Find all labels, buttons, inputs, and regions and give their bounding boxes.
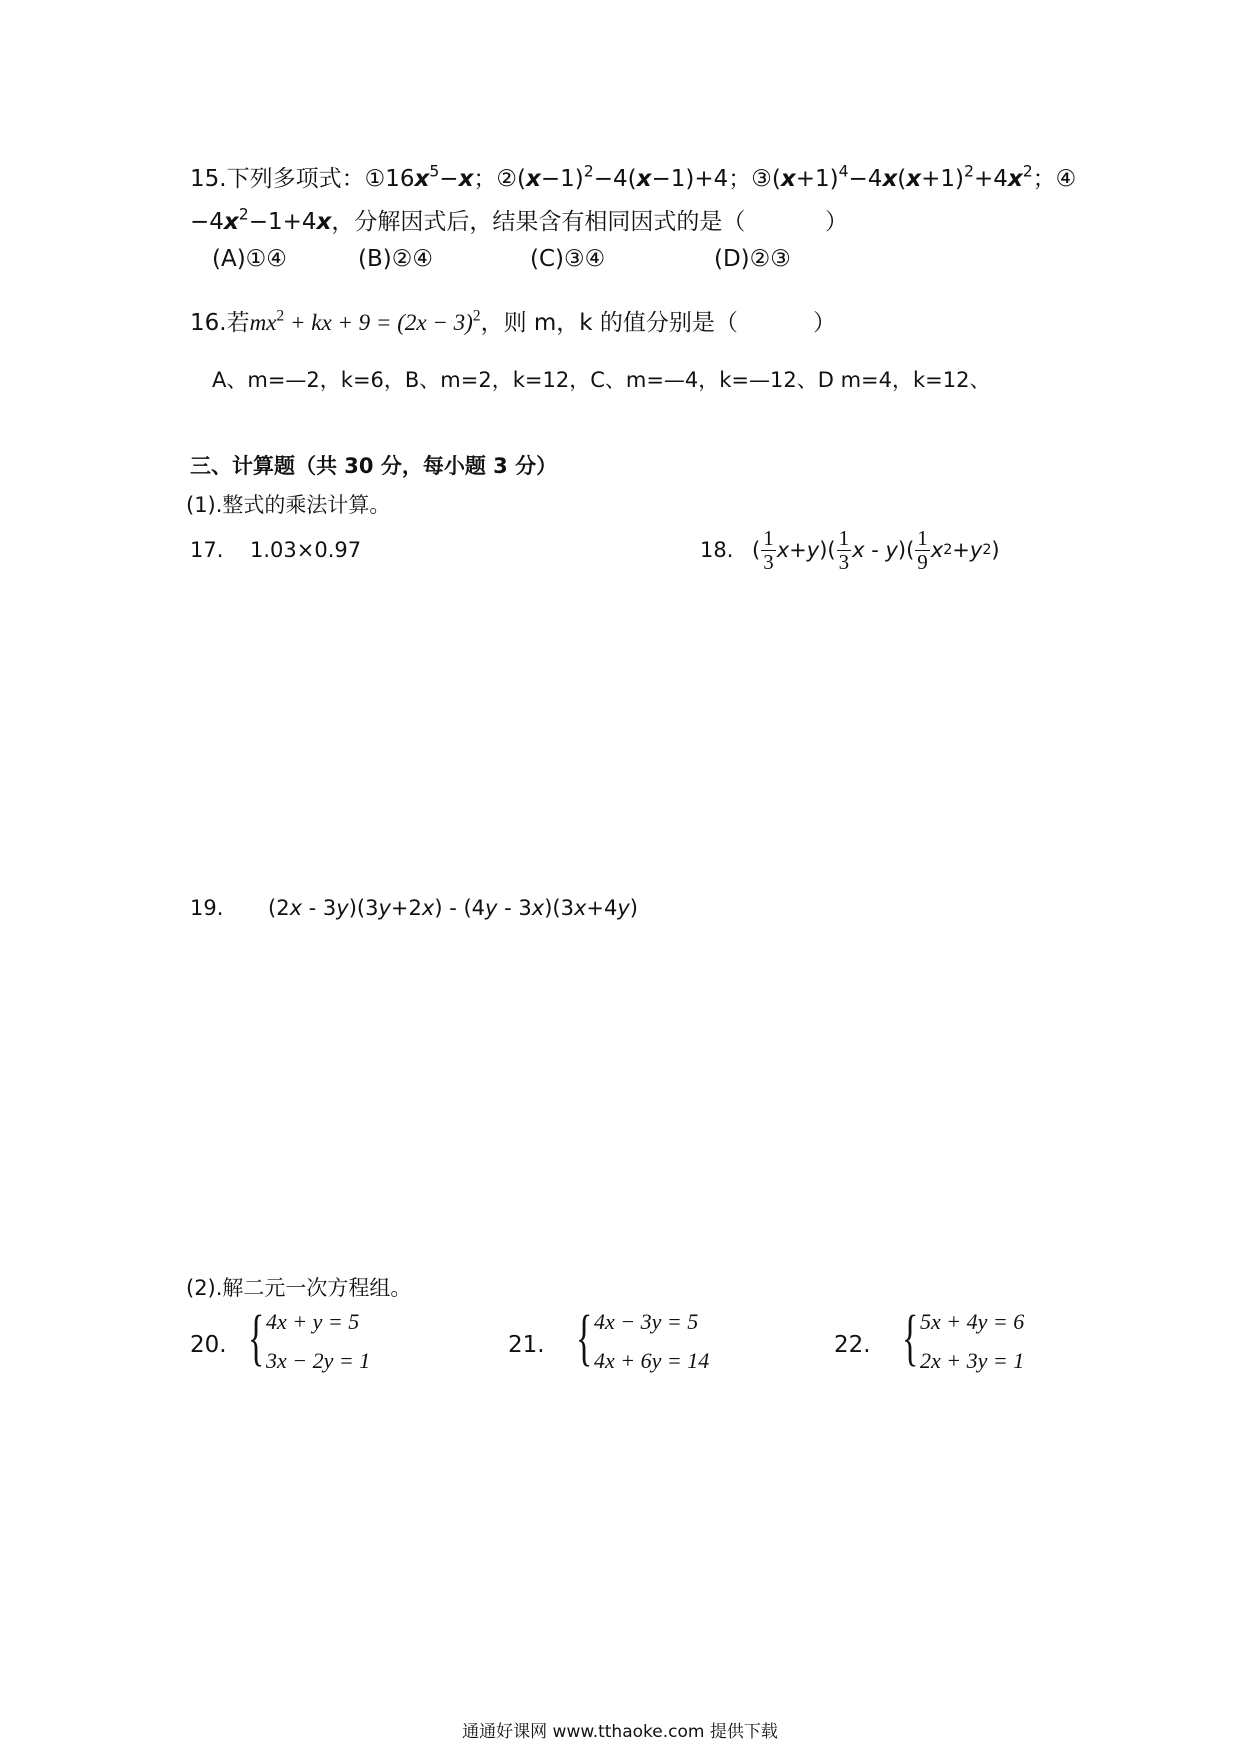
q18-frac1-num: 1 xyxy=(763,526,774,551)
q18-frac2-den: 3 xyxy=(838,549,850,574)
q15-number: 15. xyxy=(190,166,227,192)
q15-p3-exp: 4 xyxy=(838,161,849,181)
q16-eq-exp1: 2 xyxy=(276,307,285,325)
q18-frac3 xyxy=(915,527,930,572)
q18-t1d: )( xyxy=(819,538,836,562)
q16-paren-close: ） xyxy=(813,310,836,336)
q15-line2 xyxy=(190,203,745,236)
q17-expr: 1.03×0.97 xyxy=(250,538,362,562)
section3-part1: (1).整式的乘法计算。 xyxy=(186,493,391,517)
q16-stem-prefix: 若 xyxy=(226,310,250,336)
q15-p3-var3: x xyxy=(906,166,922,192)
q19-a1: (2 xyxy=(268,896,290,920)
q19-a14: x xyxy=(573,896,587,920)
q16-options: A、m=—2，k=6，B、m=2，k=12，C、m=—4，k=—12、D m=4，k=12、 xyxy=(212,368,991,392)
q15-p3-mark: ③ xyxy=(751,166,772,192)
q15-p3-exp2: 2 xyxy=(964,161,974,181)
q15-p3-exp3: 2 xyxy=(1022,161,1033,181)
q15-p2-exp: 2 xyxy=(583,161,594,181)
q17-number: 17. xyxy=(190,538,224,562)
q15-p3-var2: x xyxy=(882,166,898,192)
q19-number: 19. xyxy=(190,896,224,920)
q15-p3-var: x xyxy=(780,166,796,192)
q15-p1-var2: x xyxy=(458,166,474,192)
q19-a13: )(3 xyxy=(544,896,574,920)
q15-sep3: ； xyxy=(1032,166,1056,192)
q19-a2: x xyxy=(289,896,302,920)
q15-stem-end: ，分解因式后，结果含有相同因式的是（ xyxy=(331,209,746,235)
q15-p2-var: x xyxy=(526,166,541,192)
q15-line1 xyxy=(190,160,1076,193)
q19-expr xyxy=(268,896,638,920)
q22-brace-icon: { xyxy=(902,1304,919,1372)
q15-p1-mark: ① xyxy=(364,166,386,192)
q15-p3-mid2: −4 xyxy=(848,166,883,192)
q15-p4-mid: −1+4 xyxy=(248,209,317,235)
q19-a9: ) - (4 xyxy=(434,896,486,920)
q19-a4: y xyxy=(336,896,349,920)
q16-stem-suffix: ，则 m，k 的值分别是（ xyxy=(480,310,738,336)
q18-t2d: )( xyxy=(897,538,915,562)
q18-t3b: + xyxy=(952,538,970,562)
q21-eq1: 4x − 3y = 5 xyxy=(594,1309,699,1334)
q15-p1-exp: 5 xyxy=(429,161,440,181)
q18-frac1 xyxy=(761,527,776,572)
q20-number: 20. xyxy=(190,1332,227,1358)
q18-t3: x xyxy=(930,538,944,562)
q18-t2: x xyxy=(852,538,865,562)
q15-p2-mid2: −4( xyxy=(593,166,637,192)
q22-number: 22. xyxy=(834,1332,871,1358)
q18-frac1-den: 3 xyxy=(763,549,774,574)
q15-option-b: (B)②④ xyxy=(358,246,433,272)
q19-a15: +4 xyxy=(586,896,618,920)
q19-a3: - 3 xyxy=(302,896,337,920)
q16-number: 16. xyxy=(190,310,227,336)
q15-p2-end: −1)+4 xyxy=(651,166,729,192)
q18-expr: ( $\frac{1}{3}$ x + y )( $\frac{1}{3}$ x - y )( $\frac{1}{9}$ x 2 + y 2 ) xyxy=(752,526,1000,574)
q18-t1b: + xyxy=(789,538,807,562)
q15-p2-mark: ② xyxy=(496,166,518,192)
q19-a11: - 3 xyxy=(497,896,532,920)
q15-p4-var2: x xyxy=(316,209,332,235)
q15-p3-var4: x xyxy=(1007,166,1023,192)
q20-eq2: 3x − 2y = 1 xyxy=(266,1348,371,1373)
q15-p3-open: ( xyxy=(771,166,781,192)
q19-a10: y xyxy=(485,896,498,920)
q15-p1-minus: − xyxy=(439,166,459,192)
q22-eq2: 2x + 3y = 1 xyxy=(920,1348,1025,1373)
q19-a6: y xyxy=(378,896,391,920)
q16-eq-exp2: 2 xyxy=(472,307,481,325)
q15-p2-mid: −1) xyxy=(540,166,584,192)
page-footer: 通通好课网 www.tthaoke.com 提供下载 xyxy=(462,1722,778,1742)
q21-eq2: 4x + 6y = 14 xyxy=(594,1348,710,1373)
q18-t3c: y xyxy=(969,538,983,562)
q15-p4-start: −4 xyxy=(190,209,224,235)
q19-a12: x xyxy=(531,896,545,920)
q19-a8: x xyxy=(421,896,435,920)
q15-p4-var: x xyxy=(223,209,239,235)
q15-p2-var2: x xyxy=(636,166,652,192)
q18-frac2 xyxy=(837,527,852,572)
q18-t3d: ) xyxy=(991,538,1000,562)
q15-sep1: ； xyxy=(473,166,497,192)
q16-line xyxy=(190,304,738,337)
q19-a16: y xyxy=(617,896,630,920)
q15-p3-open2: ( xyxy=(897,166,907,192)
q22-eq1: 5x + 4y = 6 xyxy=(920,1309,1025,1334)
q15-sep2: ； xyxy=(728,166,752,192)
q16-eq-mid: + kx + 9 = (2x − 3) xyxy=(284,310,473,335)
section3-part2: (2).解二元一次方程组。 xyxy=(186,1276,412,1300)
q16-eq-lhs: mx xyxy=(249,310,277,335)
q21-number: 21. xyxy=(508,1332,545,1358)
q18-number: 18. xyxy=(700,538,734,562)
q15-p4-mark: ④ xyxy=(1055,166,1077,192)
q15-p4-exp: 2 xyxy=(238,204,249,224)
q15-p3-mid3: +1) xyxy=(921,166,964,192)
q19-a7: +2 xyxy=(390,896,422,920)
q18-t1: x xyxy=(776,538,790,562)
q15-option-d: (D)②③ xyxy=(714,246,791,272)
q18-frac2-num: 1 xyxy=(838,526,850,551)
q21-brace-icon: { xyxy=(576,1304,593,1372)
q15-stem-intro: 下列多项式： xyxy=(226,166,365,192)
q18-t1c: y xyxy=(806,538,820,562)
q20-brace-icon: { xyxy=(248,1304,265,1372)
q15-paren-close: ） xyxy=(825,209,848,235)
q18-open1: ( xyxy=(752,538,761,562)
q15-option-c: (C)③④ xyxy=(530,246,606,272)
q15-p2-open: ( xyxy=(517,166,527,192)
q18-frac3-num: 1 xyxy=(917,526,928,551)
section3-title: 三、计算题（共 30 分，每小题 3 分） xyxy=(190,454,558,478)
q18-t2b: - xyxy=(864,538,886,562)
q15-option-a: (A)①④ xyxy=(212,246,287,272)
q20-eq1: 4x + y = 5 xyxy=(266,1309,360,1334)
q15-p1-var: x xyxy=(414,166,430,192)
q18-frac3-den: 9 xyxy=(917,549,928,574)
q15-p3-mid: +1) xyxy=(795,166,839,192)
q15-p1-coef: 16 xyxy=(385,166,415,192)
q18-t2c: y xyxy=(885,538,898,562)
q15-p3-mid4: +4 xyxy=(973,166,1008,192)
q19-a5: )(3 xyxy=(348,896,379,920)
q19-a17: ) xyxy=(629,896,638,920)
